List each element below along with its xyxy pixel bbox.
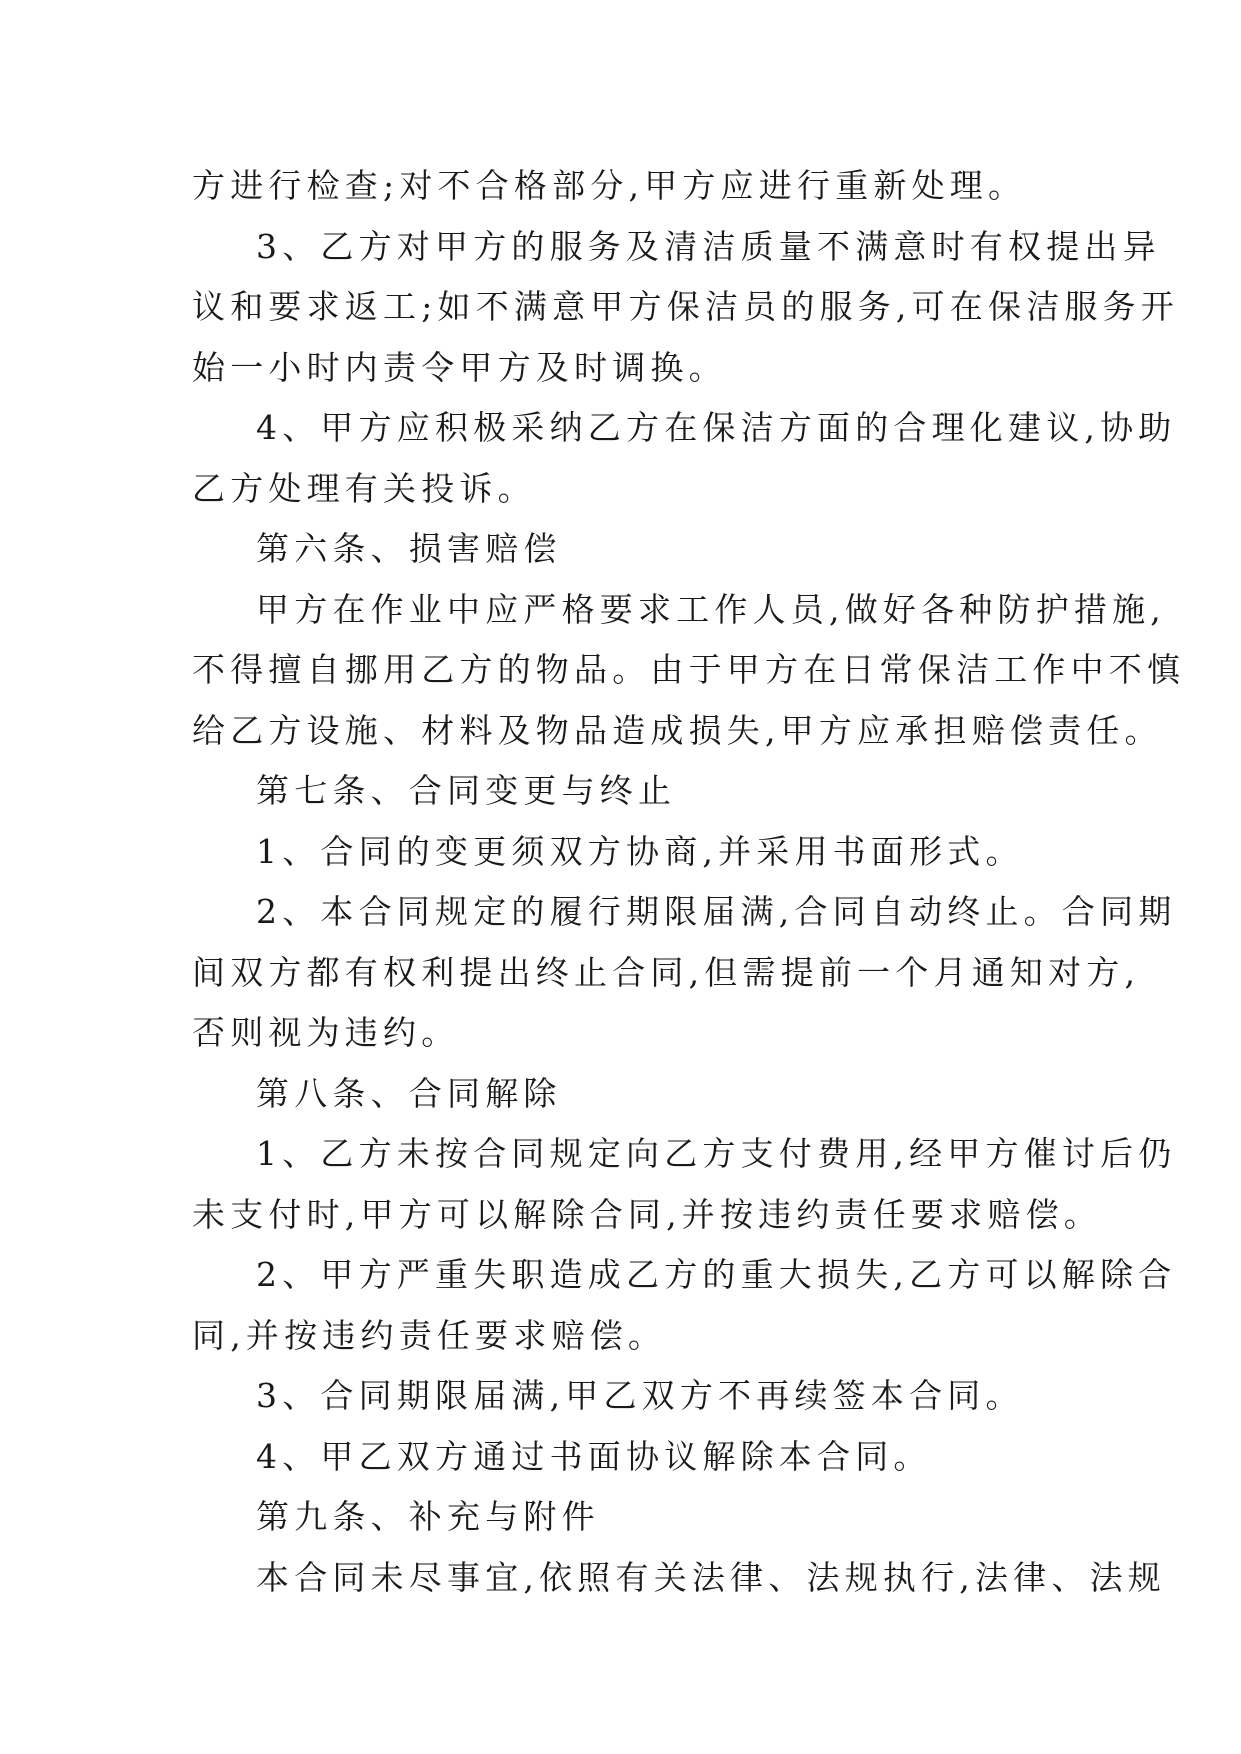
text-line: 同,并按违约责任要求赔偿。 [192,1315,667,1355]
text-line: 给乙方设施、材料及物品造成损失,甲方应承担赔偿责任。 [192,710,1163,750]
section-heading: 第九条、补充与附件 [256,1497,600,1536]
section-heading: 第八条、合同解除 [256,1073,562,1113]
text-line: 甲方在作业中应严格要求工作人员,做好各种防护措施, [256,589,1166,629]
text-line: 始一小时内责令甲方及时调换。 [192,347,727,387]
text-line: 3、合同期限届满,甲乙双方不再续签本合同。 [256,1376,1024,1415]
text-line: 2、本合同规定的履行期限届满,合同自动终止。合同期 [256,892,1177,931]
text-line: 乙方处理有关投诉。 [192,468,536,508]
text-line: 本合同未尽事宜,依照有关法律、法规执行,法律、法规 [256,1557,1166,1597]
section-heading: 第七条、合同变更与终止 [256,771,677,810]
text-line: 不得擅自挪用乙方的物品。由于甲方在日常保洁工作中不慎 [192,650,1186,689]
text-line: 方进行检查;对不合格部分,甲方应进行重新处理。 [192,166,1027,205]
text-line: 未支付时,甲方可以解除合同,并按违约责任要求赔偿。 [192,1194,1102,1234]
text-line: 间双方都有权利提出终止合同,但需提前一个月通知对方, [192,952,1141,992]
text-line: 3、乙方对甲方的服务及清洁质量不满意时有权提出异 [256,226,1161,266]
document-body [192,156,1186,1608]
text-line: 否则视为违约。 [192,1013,460,1052]
text-line: 议和要求返工;如不满意甲方保洁员的服务,可在保洁服务开 [192,287,1180,326]
text-line: 2、甲方严重失职造成乙方的重大损失,乙方可以解除合 [256,1255,1177,1294]
text-line: 1、乙方未按合同规定向乙方支付费用,经甲方催讨后仍 [256,1134,1177,1173]
text-line: 4、甲乙双方通过书面协议解除本合同。 [256,1436,932,1476]
text-line: 4、甲方应积极采纳乙方在保洁方面的合理化建议,协助 [256,408,1177,447]
section-heading: 第六条、损害赔偿 [256,529,562,568]
text-line: 1、合同的变更须双方协商,并采用书面形式。 [256,831,1024,871]
